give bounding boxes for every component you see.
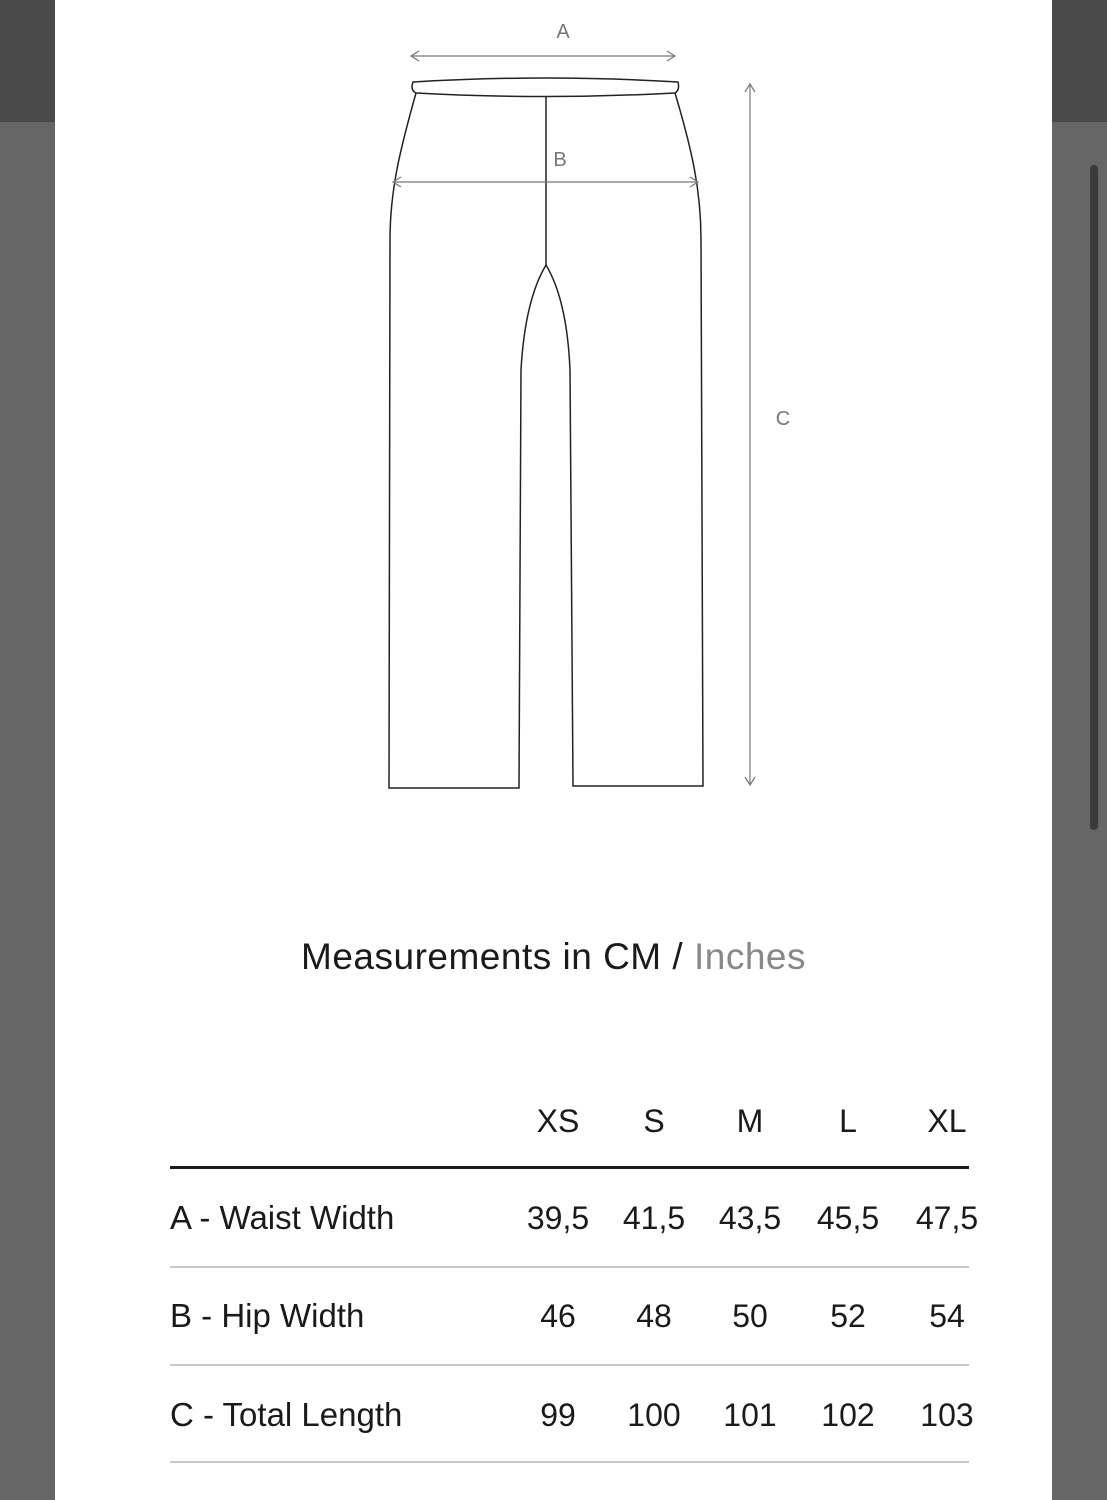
table-cell: 102 [821, 1397, 875, 1433]
label-c: C [775, 408, 791, 430]
table-cell: 39,5 [526, 1200, 590, 1236]
table-cell: 48 [636, 1298, 672, 1334]
table-header-rule [170, 1166, 969, 1169]
row-label-hip: B - Hip Width [170, 1297, 365, 1334]
row-label-length: C - Total Length [170, 1396, 403, 1433]
table-cell: 103 [920, 1397, 974, 1433]
table-cell: 41,5 [622, 1200, 686, 1236]
size-header-m: M [736, 1103, 764, 1139]
scrollbar-thumb[interactable] [1090, 165, 1098, 830]
label-b: B [553, 149, 567, 171]
size-header-s: S [643, 1103, 665, 1139]
size-header-xs: XS [536, 1103, 580, 1139]
backdrop-left-bar [0, 0, 55, 122]
table-cell: 46 [540, 1298, 576, 1334]
size-table [55, 0, 979, 1500]
row-label-waist: A - Waist Width [170, 1199, 395, 1236]
row-divider [170, 1364, 969, 1366]
table-cell: 100 [627, 1397, 681, 1433]
table-cell: 52 [830, 1298, 866, 1334]
size-header-xl: XL [927, 1103, 967, 1139]
size-header-l: L [839, 1103, 857, 1139]
table-cell: 43,5 [718, 1200, 782, 1236]
row-divider [170, 1266, 969, 1268]
table-cell: 50 [732, 1298, 768, 1334]
table-cell: 101 [723, 1397, 777, 1433]
table-cell: 54 [929, 1298, 965, 1334]
unit-cm-label[interactable]: Measurements in CM / [301, 936, 684, 977]
table-cell: 47,5 [915, 1200, 979, 1236]
size-guide-sheet [55, 0, 1052, 1500]
label-a: A [556, 21, 570, 43]
table-cell: 99 [540, 1397, 576, 1433]
table-cell: 45,5 [816, 1200, 880, 1236]
row-divider [170, 1461, 969, 1463]
unit-inches-toggle[interactable]: Inches [693, 936, 806, 977]
backdrop-right-bar [1052, 0, 1107, 122]
